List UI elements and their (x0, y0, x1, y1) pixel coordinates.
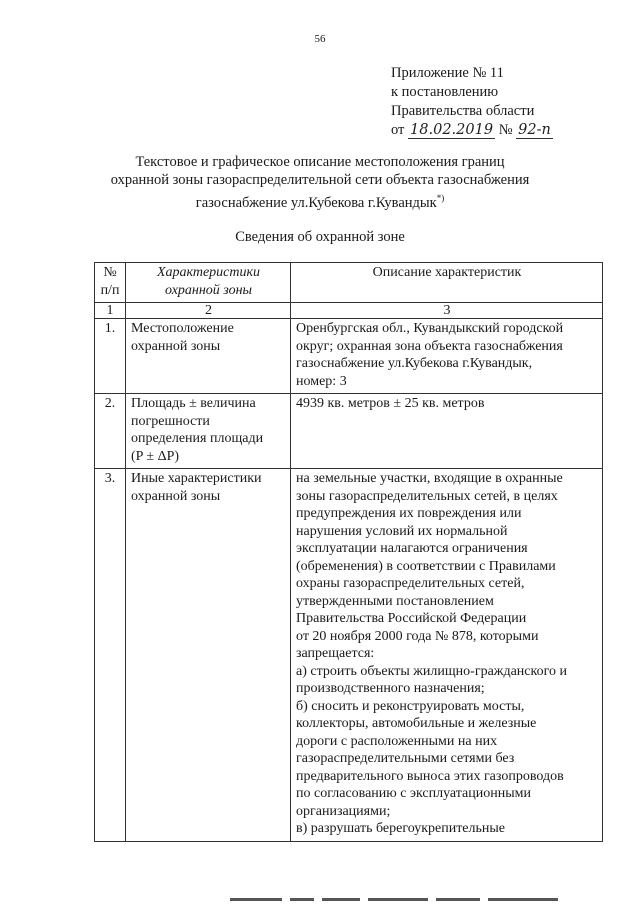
title-line-3 (60, 189, 580, 212)
date-prefix: от (391, 122, 405, 138)
handwritten-number: 92-п (518, 122, 551, 138)
desc-line: предварительного выноса этих газопроводов (296, 768, 564, 784)
table-row (95, 469, 603, 842)
header-char-line-2: охранной зоны (164, 282, 253, 298)
desc-line: организациями; (296, 803, 391, 819)
desc-line: номер: 3 (296, 373, 347, 389)
col-number-3: 3 (291, 303, 603, 319)
desc-line: б) сносить и реконструировать мосты, (296, 698, 525, 714)
number-prefix: № (498, 122, 513, 138)
desc-line: утвержденными постановлением (296, 593, 494, 609)
char-line: охранной зоны (131, 488, 221, 504)
char-line: (P ± ΔP) (131, 448, 180, 464)
appendix-block (391, 64, 553, 140)
appendix-line-2: к постановлению (391, 84, 499, 100)
row-desc-cell (291, 394, 603, 469)
desc-line: Правительства Российской Федерации (296, 611, 527, 626)
row-char-cell (126, 469, 291, 842)
table-row (95, 319, 603, 394)
desc-line: Оренбургская обл., Кувандыкский городской (296, 321, 564, 336)
row-num-cell: 3. (95, 469, 126, 842)
appendix-line-3: Правительства области (391, 103, 535, 119)
desc-line: зоны газораспределительных сетей, в целях (296, 488, 558, 504)
desc-line: (обременения) в соответствии с Правилами (296, 558, 556, 574)
cut-off-next-line (230, 898, 590, 905)
desc-line: на земельные участки, входящие в охранные (296, 471, 563, 486)
desc-line: 4939 кв. метров ± 25 кв. метров (296, 396, 485, 411)
appendix-date-line (391, 121, 553, 140)
char-line: Местоположение (131, 321, 234, 336)
col-number-1: 1 (95, 303, 126, 319)
title-line-3-text: газоснабжение ул.Кубекова г.Кувандык (195, 194, 437, 211)
desc-line: газораспределительными сетями без (296, 751, 515, 766)
header-char-line-1: Характеристики (156, 265, 261, 280)
char-line: определения площади (131, 431, 264, 446)
desc-line: эксплуатации налагаются ограничения (296, 541, 528, 556)
table-header-row (95, 263, 603, 303)
desc-line: дороги с расположенными на них (296, 733, 498, 749)
desc-line: запрещается: (296, 646, 375, 661)
char-line: погрешности (131, 413, 210, 429)
desc-line: округ; охранная зона объекта газоснабжения (296, 338, 563, 354)
row-num-cell: 1. (95, 319, 126, 394)
title-line-1: Текстовое и графическое описание местоположения границ (135, 154, 505, 170)
row-num-cell: 2. (95, 394, 126, 469)
footnote-mark: *) (436, 193, 445, 203)
header-num-line-2: п/п (100, 282, 120, 298)
col-number-2: 2 (126, 303, 291, 319)
desc-line: от 20 ноября 2000 года № 878, которыми (296, 628, 539, 644)
row-desc-cell (291, 469, 603, 842)
desc-line: по согласованию с эксплуатационными (296, 786, 531, 801)
header-desc-cell: Описание характеристик (291, 263, 603, 303)
desc-line: газоснабжение ул.Кубекова г.Кувандык, (296, 356, 533, 371)
desc-line: охраны газораспределительных сетей, (296, 576, 525, 591)
zone-info-table (94, 262, 603, 842)
desc-line: предупреждения их повреждения или (296, 506, 522, 521)
char-line: Площадь ± величина (131, 396, 256, 411)
document-title (60, 153, 580, 212)
page-number: 56 (314, 33, 326, 45)
table-row (95, 394, 603, 469)
row-char-cell (126, 319, 291, 394)
desc-line: в) разрушать берегоукрепительные (296, 821, 506, 836)
row-desc-cell (291, 319, 603, 394)
desc-line: нарушения условий их нормальной (296, 523, 508, 539)
desc-line: коллекторы, автомобильные и железные (296, 716, 537, 731)
header-num-cell (95, 263, 126, 303)
desc-line: а) строить объекты жилищно-гражданского и (296, 663, 567, 679)
char-line: Иные характеристики (131, 471, 262, 486)
header-char-cell (126, 263, 291, 303)
handwritten-date: 18.02.2019 (410, 122, 494, 138)
column-number-row (95, 303, 603, 319)
char-line: охранной зоны (131, 338, 221, 354)
section-subtitle: Сведения об охранной зоне (235, 229, 405, 245)
row-char-cell (126, 394, 291, 469)
desc-line: производственного назначения; (296, 681, 485, 696)
title-line-2: охранной зоны газораспределительной сети объекта газоснабжения (110, 172, 530, 188)
header-num-line-1: № (103, 265, 117, 280)
appendix-line-1: Приложение № 11 (391, 65, 504, 81)
